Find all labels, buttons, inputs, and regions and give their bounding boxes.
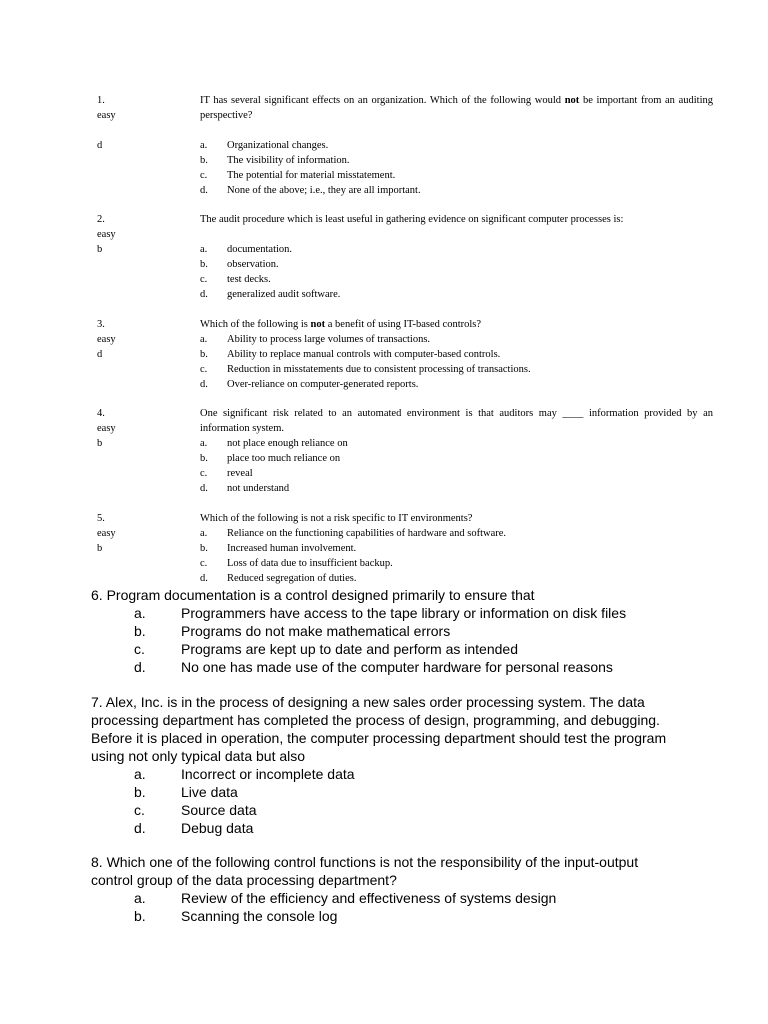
option-list — [200, 332, 720, 392]
question-6 — [91, 586, 681, 676]
option-a: a. Reliance on the functioning capabilities of hardware and software. — [200, 528, 507, 539]
option-b: b. Live data — [134, 784, 238, 800]
option-list — [200, 242, 720, 302]
option-d: d. generalized audit software. — [200, 289, 341, 300]
question-meta — [97, 317, 187, 362]
emphasis-not: not — [310, 319, 326, 330]
option-a: a. Organizational changes. — [200, 140, 329, 151]
option-c: c. test decks. — [200, 274, 271, 285]
question-difficulty: easy — [97, 110, 116, 121]
option-b: b. Increased human involvement. — [200, 543, 357, 554]
question-number: 3. — [97, 319, 105, 330]
question-meta — [97, 511, 187, 556]
option-d: d. not understand — [200, 483, 290, 494]
option-d: d. Debug data — [134, 820, 254, 836]
question-number: 1. — [97, 95, 105, 106]
option-c: c. Programs are kept up to date and perform as intended — [134, 641, 518, 657]
emphasis-not: not — [564, 95, 580, 106]
question-difficulty: easy — [97, 229, 116, 240]
question-meta — [97, 93, 187, 153]
question-8 — [91, 853, 681, 925]
option-a: a. documentation. — [200, 244, 293, 255]
option-d: d. Over-reliance on computer-generated reports. — [200, 379, 419, 390]
option-a: a. Ability to process large volumes of transactions. — [200, 334, 431, 345]
question-stem: IT has several significant effects on an organization. Which of the following would not be important from an auditing perspective? — [200, 95, 713, 121]
question-difficulty: easy — [97, 334, 116, 345]
question-meta — [97, 212, 187, 257]
question-7 — [91, 693, 681, 837]
option-b: b. The visibility of information. — [200, 155, 350, 166]
question-stem: 8. Which one of the following control functions is not the responsibility of the input-output control group of the data processing department? — [91, 854, 639, 888]
option-b: b. Ability to replace manual controls with computer-based controls. — [200, 349, 501, 360]
option-list — [200, 526, 720, 586]
question-number: 5. — [97, 513, 105, 524]
option-list — [134, 604, 681, 676]
option-c: c. reveal — [200, 468, 253, 479]
option-list — [200, 138, 720, 198]
question-stem: 6. Program documentation is a control designed primarily to ensure that — [91, 587, 535, 603]
option-b: b. place too much reliance on — [200, 453, 341, 464]
option-a: a. Programmers have access to the tape library or information on disk files — [134, 605, 627, 621]
question-number: 4. — [97, 408, 105, 419]
question-stem: Which of the following is not a benefit of using IT-based controls? — [200, 319, 482, 330]
option-d: d. No one has made use of the computer hardware for personal reasons — [134, 659, 613, 675]
question-difficulty: easy — [97, 528, 116, 539]
option-c: c. Loss of data due to insufficient backup. — [200, 558, 393, 569]
question-number: 2. — [97, 214, 105, 225]
option-c: c. Source data — [134, 802, 257, 818]
question-stem: One significant risk related to an automated environment is that auditors may ____ information provided by an information system. — [200, 408, 713, 434]
option-b: b. Programs do not make mathematical errors — [134, 623, 451, 639]
question-stem: 7. Alex, Inc. is in the process of designing a new sales order processing system. The data processing department has completed the process of design, programming, and debugging. Before it is placed in operation, the computer processing department should test the program using not only typical data but also — [91, 694, 667, 764]
option-list — [134, 889, 681, 925]
option-c: c. The potential for material misstatement. — [200, 170, 396, 181]
option-list — [134, 765, 681, 837]
option-b: b. observation. — [200, 259, 279, 270]
option-a: a. not place enough reliance on — [200, 438, 348, 449]
option-c: c. Reduction in misstatements due to consistent processing of transactions. — [200, 364, 531, 375]
option-a: a. Review of the efficiency and effectiveness of systems design — [134, 890, 557, 906]
option-list — [200, 436, 720, 496]
question-answer: d — [97, 140, 103, 151]
question-answer: b — [97, 244, 103, 255]
question-meta — [97, 406, 187, 451]
question-answer: b — [97, 438, 103, 449]
question-answer: d — [97, 349, 103, 360]
option-d: d. None of the above; i.e., they are all important. — [200, 185, 421, 196]
option-b: b. Scanning the console log — [134, 908, 338, 924]
option-a: a. Incorrect or incomplete data — [134, 766, 355, 782]
question-stem: Which of the following is not a risk specific to IT environments? — [200, 513, 473, 524]
option-d: d. Reduced segregation of duties. — [200, 573, 357, 584]
question-stem: The audit procedure which is least useful in gathering evidence on significant computer processes is: — [200, 214, 624, 225]
question-difficulty: easy — [97, 423, 116, 434]
question-answer: b — [97, 543, 103, 554]
